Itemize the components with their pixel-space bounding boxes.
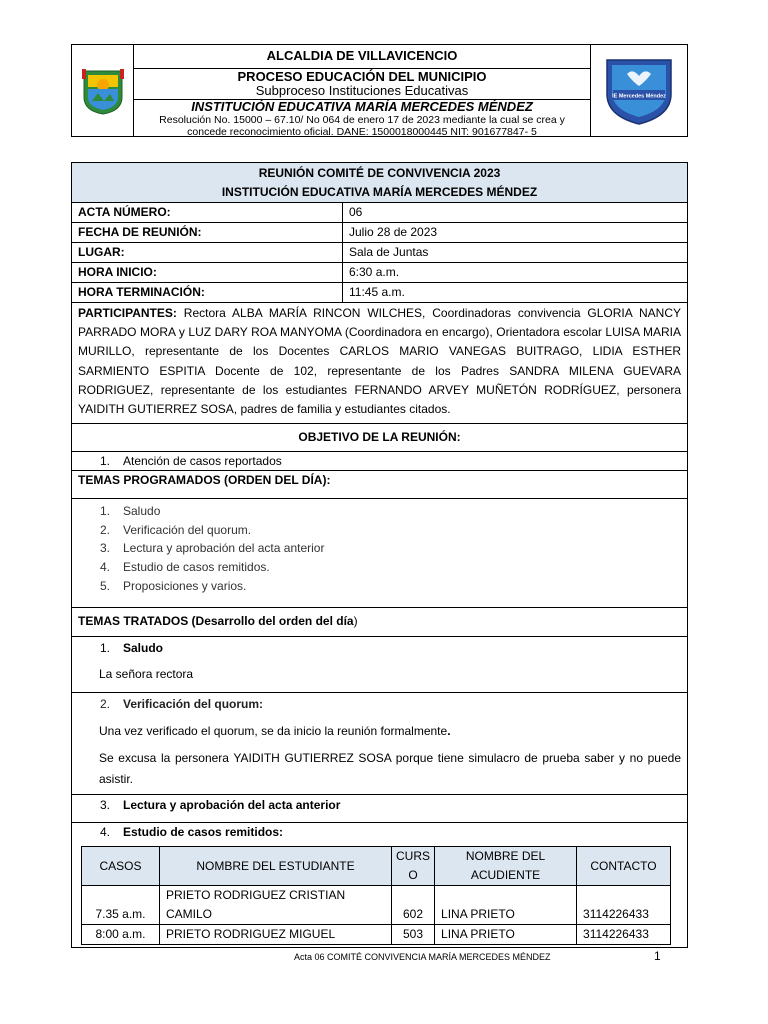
field-row-lugar	[72, 243, 688, 263]
cases-table	[81, 846, 671, 945]
page-number: 1	[654, 949, 661, 963]
list-number: 1.	[100, 641, 111, 656]
section-title: Saludo	[123, 641, 164, 656]
col-header-estudiante: NOMBRE DEL ESTUDIANTE	[160, 847, 392, 886]
alcaldia-title: ALCALDIA DE VILLAVICENCIO	[134, 45, 590, 69]
participants-cell	[72, 303, 688, 424]
field-value: 6:30 a.m.	[343, 263, 688, 283]
resolution-line-2: concede reconocimiento oficial. DANE: 1500018000445 NIT: 901677847- 5	[187, 126, 537, 138]
cell-acudiente: LINA PRIETO	[435, 925, 577, 945]
agenda-title: TEMAS PROGRAMADOS (ORDEN DEL DÍA):	[72, 471, 688, 499]
temas-tratados-label: TEMAS TRATADOS (Desarrollo del orden del día	[78, 614, 354, 629]
institution-name: INSTITUCIÓN EDUCATIVA MARÍA MERCEDES MÉNDEZ	[191, 99, 533, 114]
section-saludo	[72, 637, 688, 693]
list-number: 1.	[100, 504, 111, 519]
temas-tratados-paren: )	[353, 614, 358, 629]
field-row-hora-terminacion	[72, 283, 688, 303]
footer-text: Acta 06 COMITÉ CONVIVENCIA MARÍA MERCEDES MÉNDEZ	[294, 952, 551, 962]
meeting-minutes-table	[71, 162, 688, 948]
agenda-item	[78, 502, 681, 521]
list-text: Estudio de casos remitidos.	[123, 560, 270, 574]
col-header-curso: CURS O	[392, 847, 435, 886]
list-item	[78, 452, 681, 470]
section-text: Se excusa la personera YAIDITH GUTIERREZ SOSA porque tiene simulacro de prueba saber y no puede asistir.	[99, 751, 681, 787]
cell-estudiante: PRIETO RODRIGUEZ MIGUEL	[160, 925, 392, 945]
field-row-fecha	[72, 223, 688, 243]
list-number: 2.	[100, 697, 111, 712]
cell-curso: 602	[392, 886, 435, 925]
section-title: Estudio de casos remitidos:	[123, 825, 284, 840]
field-row-acta	[72, 203, 688, 223]
field-label: LUGAR:	[72, 243, 343, 263]
subproceso-title: Subproceso Instituciones Educativas	[255, 83, 469, 98]
list-number: 4.	[100, 825, 111, 840]
shield-logo-text: IE Mercedes Méndez	[612, 93, 666, 99]
section-heading	[78, 694, 681, 714]
field-label: HORA INICIO:	[72, 263, 343, 283]
list-number: 3.	[100, 541, 111, 556]
list-text: Verificación del quorum.	[123, 522, 252, 537]
list-number: 3.	[100, 798, 111, 813]
col-header-casos: CASOS	[82, 847, 160, 886]
col-header-acudiente: NOMBRE DEL ACUDIENTE	[435, 847, 577, 886]
objective-list	[72, 452, 688, 471]
temas-tratados-title	[72, 608, 688, 637]
field-value: Julio 28 de 2023	[343, 223, 688, 243]
section-heading	[78, 638, 681, 658]
agenda-item	[78, 577, 681, 596]
list-text: Saludo	[123, 504, 161, 519]
agenda-item	[78, 521, 681, 540]
cell-curso: 503	[392, 925, 435, 945]
document-header	[71, 44, 688, 137]
agenda-list	[72, 499, 688, 608]
cell-contacto: 3114226433	[577, 886, 671, 925]
section-title: Verificación del quorum:	[123, 697, 264, 712]
field-value: 06	[343, 203, 688, 223]
field-label: ACTA NÚMERO:	[72, 203, 343, 223]
section-casos	[72, 823, 688, 948]
participants-label: PARTICIPANTES:	[78, 306, 177, 320]
table-row	[82, 886, 671, 925]
field-value: 11:45 a.m.	[343, 283, 688, 303]
agenda-item	[78, 539, 681, 558]
participants-text: Rectora ALBA MARÍA RINCON WILCHES, Coordinadoras convivencia GLORIA NANCY PARRADO MORA y LUZ DARY ROA MANYOMA (Coordinadora en encargo), Orientadora escolar LUISA MARIA MURILLO, representante de los Docentes CARLOS MARIO VANEGAS BUITRAGO, LIDIA ESTHER SARMIENTO ESPITIA Docente de 102, representante de los Padres SANDRA MILENA GUEVARA RODRIGUEZ, representante de los estudiantes FERNANDO ARVEY MUÑETÓN RODRÍGUEZ, personera YAIDITH GUTIERREZ SOSA, padres de familia y estudiantes citados.	[78, 306, 681, 417]
list-text: Lectura y aprobación del acta anterior	[123, 541, 325, 556]
list-number: 4.	[100, 560, 111, 574]
field-value: Sala de Juntas	[343, 243, 688, 263]
list-number: 1.	[100, 454, 111, 469]
proceso-title: PROCESO EDUCACIÓN DEL MUNICIPIO	[237, 69, 487, 84]
section-lectura	[72, 795, 688, 823]
cell-acudiente: LINA PRIETO	[435, 886, 577, 925]
section-text: La señora rectora	[99, 667, 194, 682]
cell-estudiante: PRIETO RODRIGUEZ CRISTIAN CAMILO	[160, 886, 392, 925]
table-row	[82, 925, 671, 945]
section-text: Una vez verificado el quorum, se da inicio la reunión formalmente.	[99, 724, 451, 739]
list-number: 5.	[100, 578, 111, 593]
field-label: FECHA DE REUNIÓN:	[72, 223, 343, 243]
list-text: Atención de casos reportados	[123, 454, 282, 469]
cell-casos: 7.35 a.m.	[82, 886, 160, 925]
minutes-title-line-2: INSTITUCIÓN EDUCATIVA MARÍA MERCEDES MÉNDEZ	[221, 185, 538, 199]
minutes-title	[72, 163, 688, 203]
section-title: Lectura y aprobación del acta anterior	[123, 798, 341, 813]
agenda-item	[78, 558, 681, 577]
col-header-contacto: CONTACTO	[577, 847, 671, 886]
section-quorum	[72, 693, 688, 795]
resolution-line-1: Resolución No. 15000 – 67.10/ No 064 de enero 17 de 2023 mediante la cual se crea y	[159, 114, 565, 126]
municipal-coat-of-arms-logo	[72, 45, 134, 136]
list-text: Proposiciones y varios.	[123, 578, 247, 593]
section-heading	[78, 823, 681, 841]
section-heading	[78, 795, 681, 815]
field-label: HORA TERMINACIÓN:	[72, 283, 343, 303]
minutes-title-line-1: REUNIÓN COMITÉ DE CONVIVENCIA 2023	[258, 166, 501, 180]
institution-shield-logo	[590, 45, 687, 136]
list-number: 2.	[100, 522, 111, 537]
objective-title: OBJETIVO DE LA REUNIÓN:	[72, 424, 688, 452]
cell-contacto: 3114226433	[577, 925, 671, 945]
field-row-hora-inicio	[72, 263, 688, 283]
cell-casos: 8:00 a.m.	[82, 925, 160, 945]
